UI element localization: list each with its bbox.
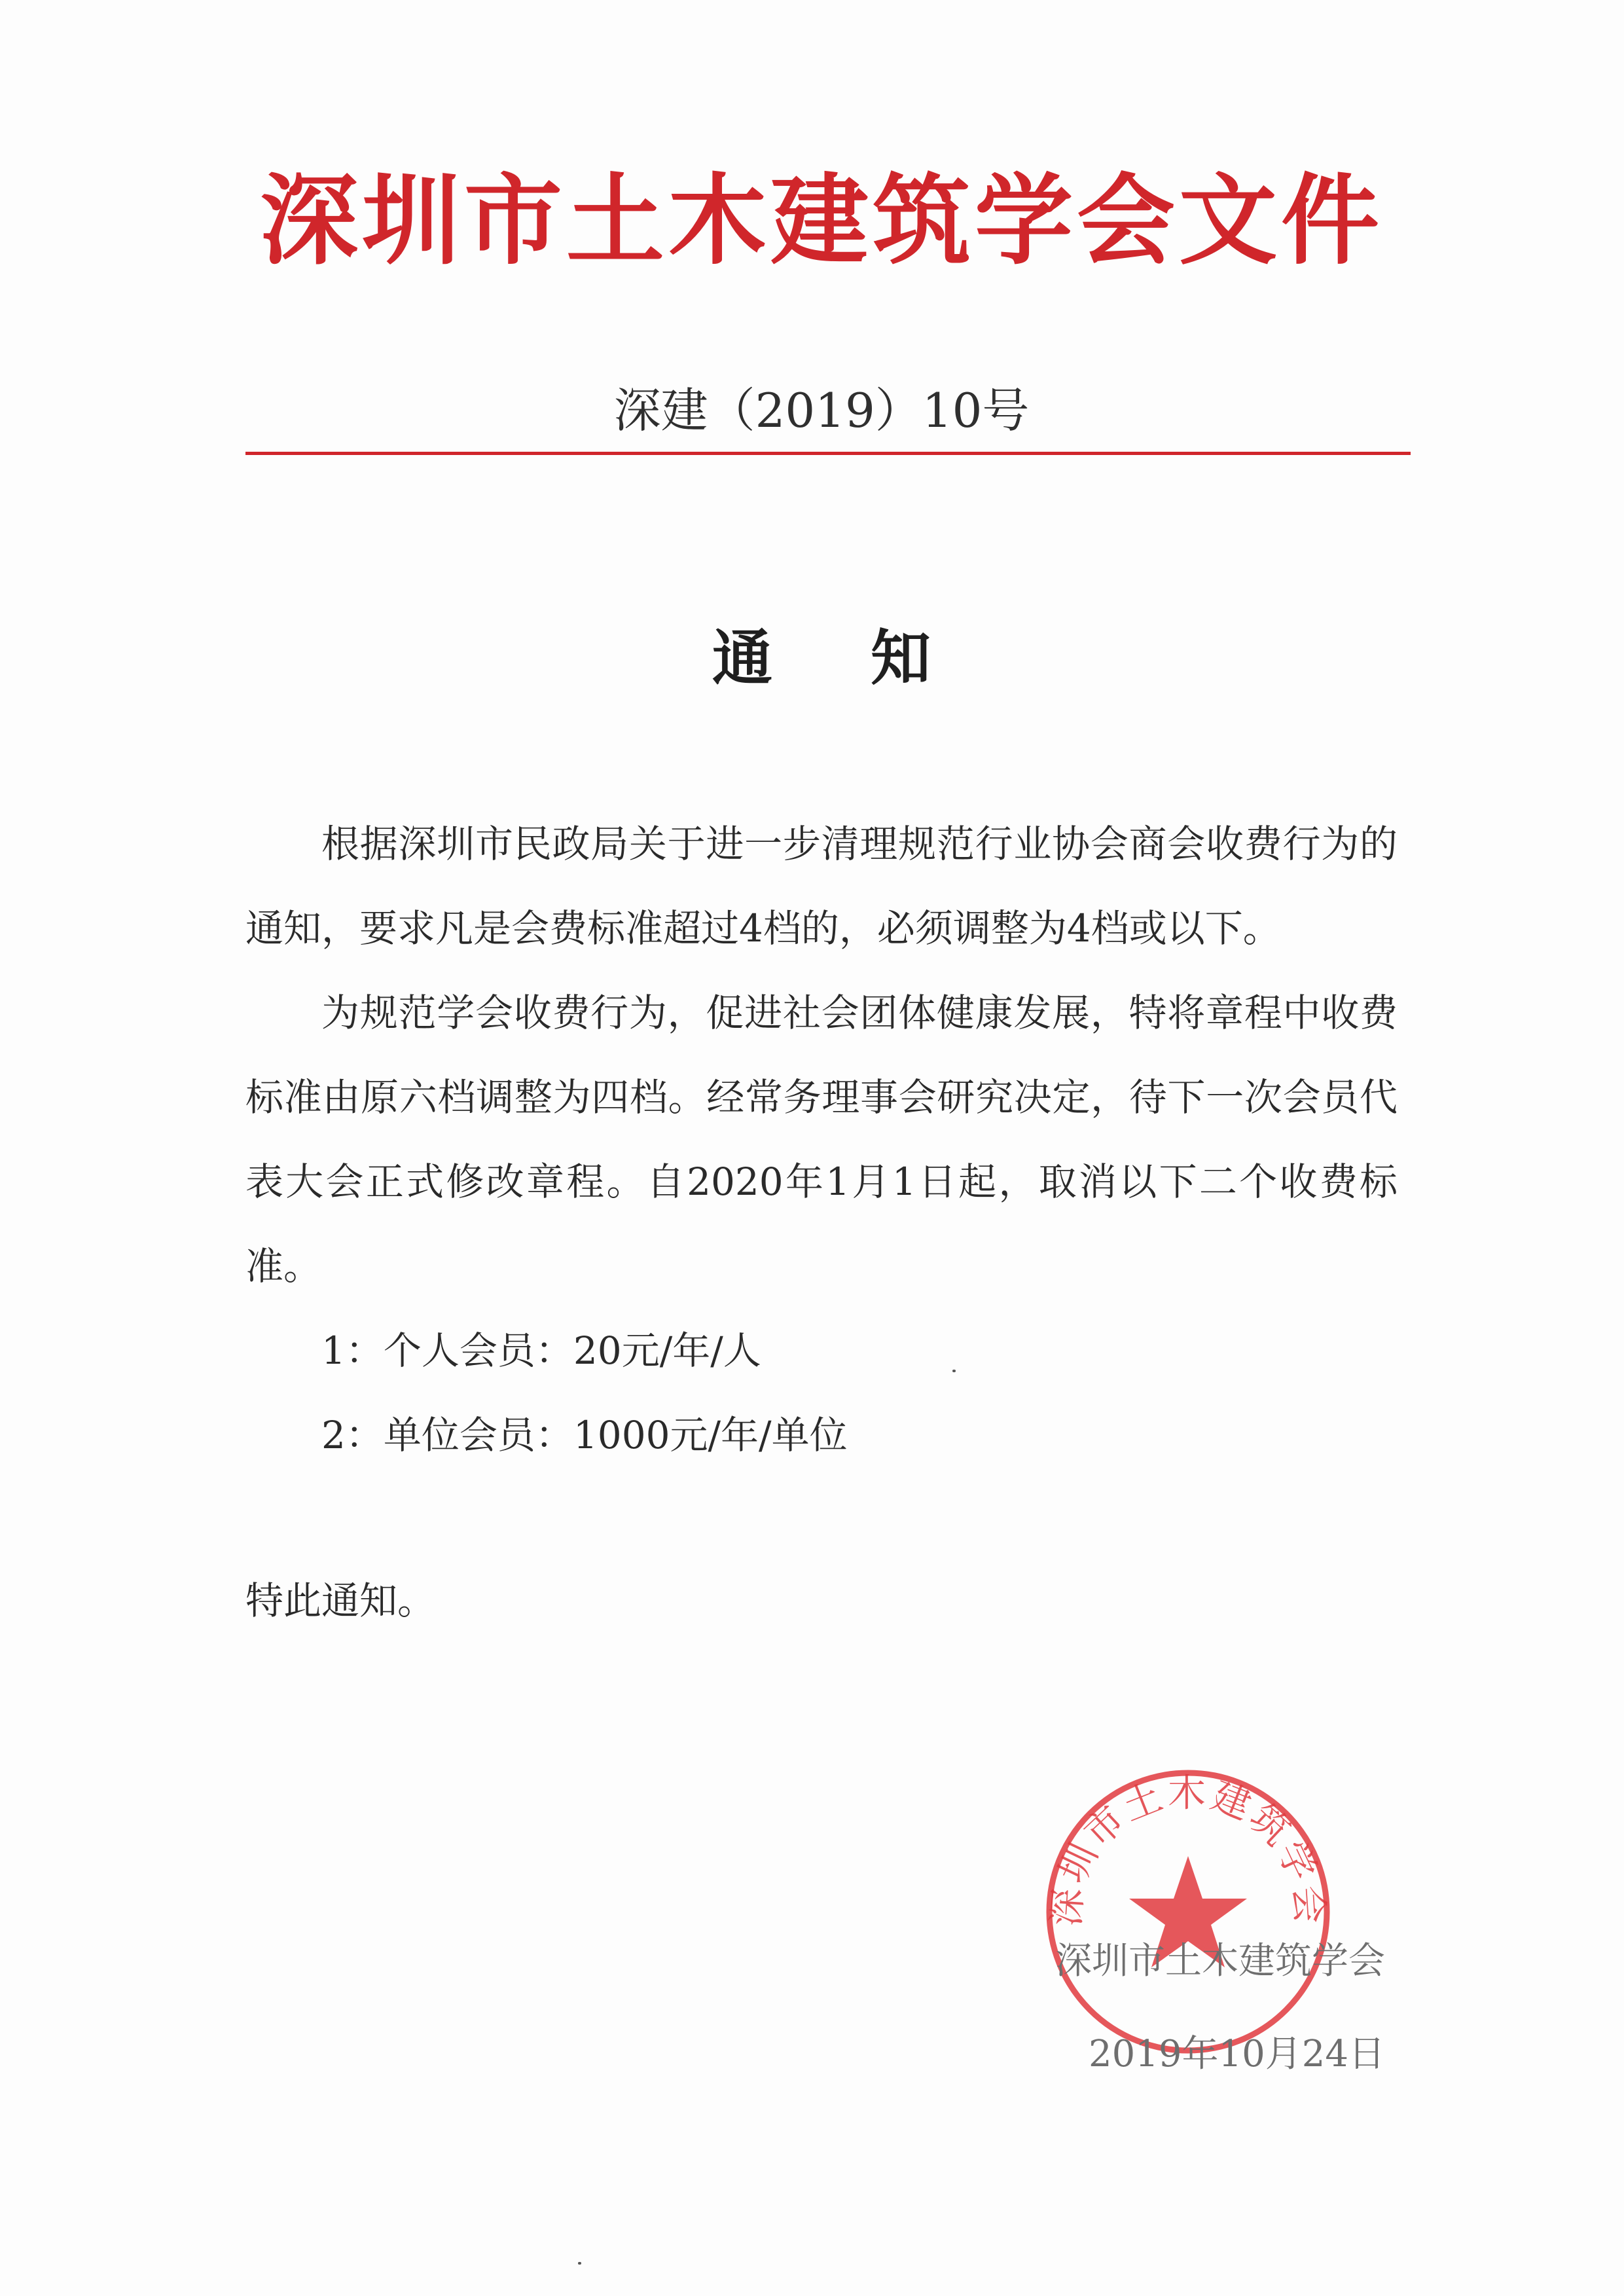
fee-item-1: 1：个人会员：20元/年/人 — [321, 1328, 761, 1373]
notice-body — [245, 802, 1398, 1478]
scan-speck — [578, 2262, 581, 2265]
signature-block — [1055, 1915, 1385, 2101]
body-paragraph-2: 为规范学会收费行为，促进社会团体健康发展，特将章程中收费标准由原六档调整为四档。经常务理事会研究决定，待下一次会员代表大会正式修改章程。自2020年1月1日起，取消以下二个收费标准。 — [245, 991, 1398, 1288]
notice-title: 通知 — [712, 623, 1029, 693]
body-paragraph-1: 根据深圳市民政局关于进一步清理规范行业协会商会收费行为的通知，要求凡是会费标准超过4档的，必须调整为4档或以下。 — [245, 822, 1398, 951]
document-number: 深建（2019）10号 — [613, 383, 1030, 438]
svg-text:深圳市土木建筑学会: 深圳市土木建筑学会 — [1043, 1770, 1333, 1928]
closing-text: 特此通知。 — [245, 1578, 436, 1623]
signature-org: 深圳市土木建筑学会 — [1055, 1940, 1385, 1982]
fee-item-2: 2：单位会员：1000元/年/单位 — [321, 1413, 848, 1457]
scan-speck — [952, 1370, 956, 1372]
signature-date: 2019年10月24日 — [1088, 2033, 1385, 2075]
org-header-title: 深圳市土木建筑学会文件 — [259, 163, 1383, 278]
header-red-rule — [245, 452, 1411, 455]
